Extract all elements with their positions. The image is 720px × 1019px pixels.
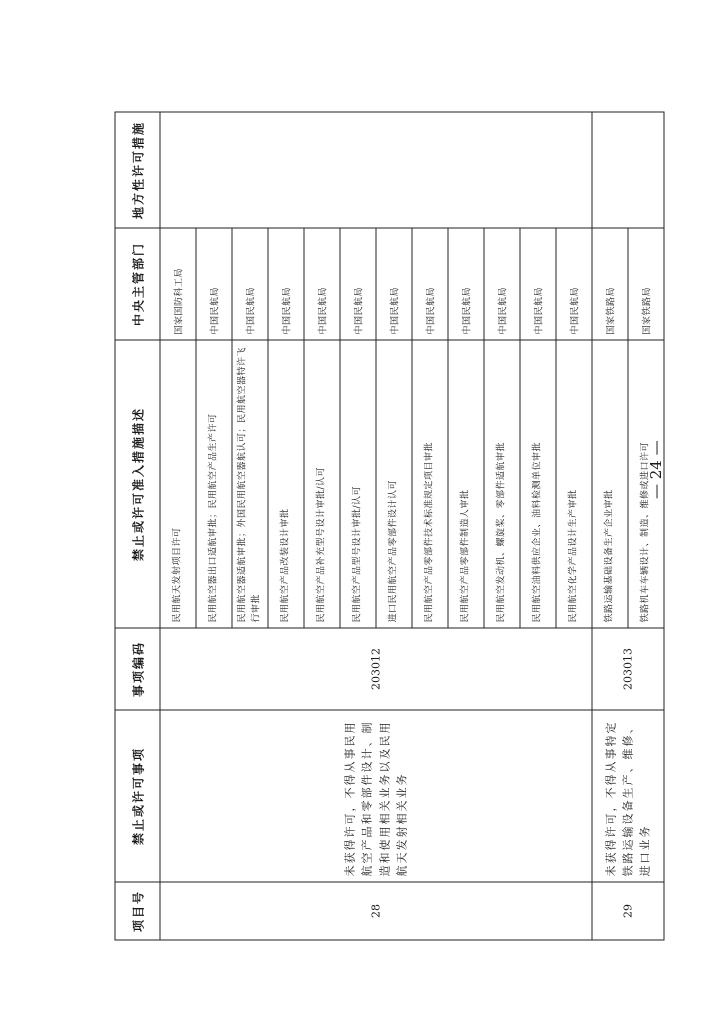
measure-desc: 进口民用航空产品零部件设计认可 xyxy=(376,340,412,628)
permit-table xyxy=(114,111,664,940)
row-28-code: 203012 xyxy=(160,628,592,710)
row-29-item: 未获得许可，不得从事特定铁路运输设备生产、维修、进口业务 xyxy=(592,710,664,882)
measure-desc: 民用航空产品零部件制造人审批 xyxy=(448,340,484,628)
header-row xyxy=(115,112,160,940)
measure-dept: 中国民航局 xyxy=(196,228,232,340)
header-desc: 禁止或许可准入措施描述 xyxy=(115,340,160,628)
page-number: — 24 — xyxy=(647,440,665,499)
measure-desc: 民用航空产品型号设计审批/认可 xyxy=(340,340,376,628)
row-28-item: 未获得许可，不得从事民用航空产品和零部件设计、制造和使用相关业务以及民用航天发射相关业务 xyxy=(160,710,592,882)
measure-desc: 民用航空发动机、螺旋桨、零部件适航审批 xyxy=(484,340,520,628)
measure-dept: 国家铁路局 xyxy=(628,228,664,340)
measure-dept: 国家国防科工局 xyxy=(160,228,196,340)
measure-dept: 中国民航局 xyxy=(376,228,412,340)
measure-dept: 中国民航局 xyxy=(412,228,448,340)
rotated-table-wrapper xyxy=(114,112,652,940)
row-29-num: 29 xyxy=(592,882,664,940)
measure-dept: 中国民航局 xyxy=(268,228,304,340)
table-row xyxy=(592,112,628,940)
measure-desc: 民用航空器适航审批；外国民用航空器航认可；民用航空器特许飞行审批 xyxy=(232,340,268,628)
row-28-local xyxy=(160,112,592,228)
header-local: 地方性许可措施 xyxy=(115,112,160,228)
measure-dept: 中国民航局 xyxy=(304,228,340,340)
row-29-local xyxy=(592,112,664,228)
document-page xyxy=(114,112,652,940)
row-29-code: 203013 xyxy=(592,628,664,710)
measure-dept: 国家铁路局 xyxy=(592,228,628,340)
row-28-num: 28 xyxy=(160,882,592,940)
measure-desc: 民用航空器出口适航审批；民用航空产品生产许可 xyxy=(196,340,232,628)
measure-desc: 民用航天发射项目许可 xyxy=(160,340,196,628)
measure-desc: 铁路运输基础设备生产企业审批 xyxy=(592,340,628,628)
measure-dept: 中国民航局 xyxy=(556,228,592,340)
header-num: 项目号 xyxy=(115,882,160,940)
header-dept: 中央主管部门 xyxy=(115,228,160,340)
measure-desc: 铁路机车车辆设计、制造、维修或进口许可 xyxy=(628,340,664,628)
measure-dept: 中国民航局 xyxy=(520,228,556,340)
measure-desc: 民用航空油料供应企业、油料检测单位审批 xyxy=(520,340,556,628)
header-item: 禁止或许可事项 xyxy=(115,710,160,882)
header-code: 事项编码 xyxy=(115,628,160,710)
measure-dept: 中国民航局 xyxy=(484,228,520,340)
measure-dept: 中国民航局 xyxy=(448,228,484,340)
table-row xyxy=(160,112,196,940)
measure-desc: 民用航空产品零部件技术标准规定项目审批 xyxy=(412,340,448,628)
measure-dept: 中国民航局 xyxy=(340,228,376,340)
measure-dept: 中国民航局 xyxy=(232,228,268,340)
measure-desc: 民用航空产品改装设计审批 xyxy=(268,340,304,628)
measure-desc: 民用航空化学产品设计生产审批 xyxy=(556,340,592,628)
measure-desc: 民用航空产品补充型号设计审批/认可 xyxy=(304,340,340,628)
